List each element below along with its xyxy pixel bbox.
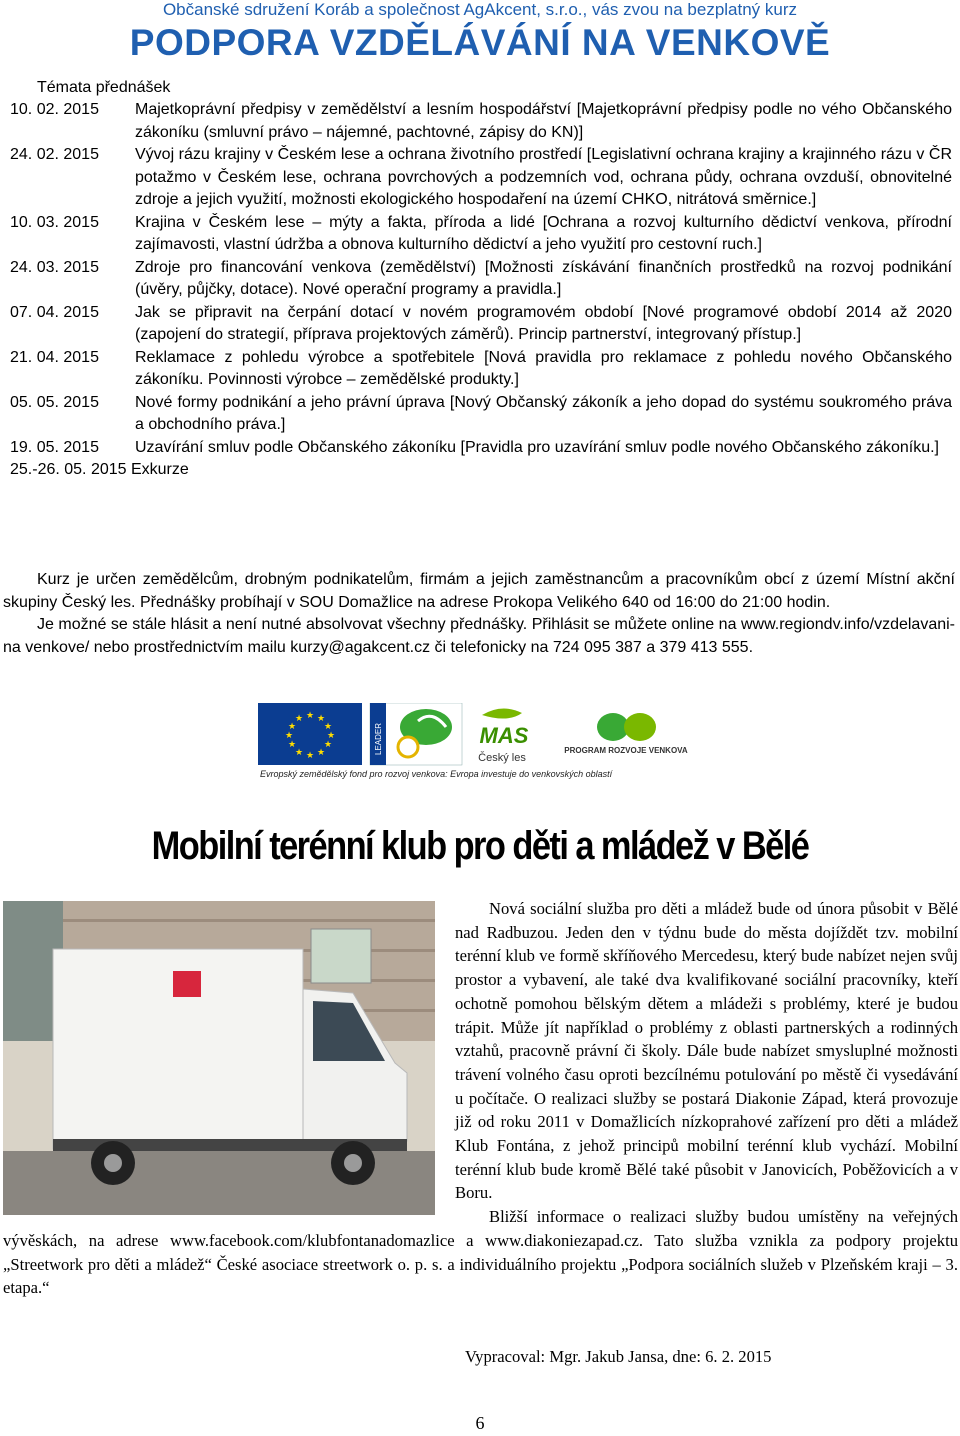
- lecture-item: [10, 257, 952, 302]
- svg-text:★: ★: [294, 714, 304, 724]
- svg-text:★: ★: [305, 711, 315, 721]
- mas-logo-icon: [478, 708, 529, 764]
- lecture-text: Vývoj rázu krajiny v Českém lese a ochrana životního prostředí [Legislativní ochrana krajiny a krajinného rázu v ČR potažmo v Českém lese, ochrana povrchových a podzemních vod, ochrana půdy, ochrana ovzduší, obnovitelné zdroje a jejich využití, možnosti ekologického hospodaření na území CHKO, nitrátová směrnice.]: [135, 146, 952, 208]
- lecture-item: [10, 347, 952, 392]
- svg-text:★: ★: [323, 722, 333, 732]
- program-text: PROGRAM ROZVOJE VENKOVA: [564, 746, 688, 755]
- lecture-text: Uzavírání smluv podle Občanského zákoníku [Pravidla pro uzavírání smluv podle nového Občanského zákoníku.]: [135, 438, 939, 456]
- article-body: [3, 897, 958, 1300]
- lecture-date: 24. 03. 2015: [10, 258, 99, 276]
- lecture-item: [10, 99, 952, 144]
- eu-caption: Evropský zemědělský fond pro rozvoj venkova: Evropa investuje do venkovských oblastí: [260, 769, 613, 779]
- svg-text:★: ★: [294, 748, 304, 758]
- lecture-item: [10, 437, 952, 460]
- svg-text:★: ★: [316, 748, 326, 758]
- leader-text: LEADER: [374, 722, 383, 755]
- lecture-date: 24. 02. 2015: [10, 146, 99, 163]
- lecture-list: [10, 99, 952, 482]
- lecture-text: Krajina v Českém lese – mýty a fakta, příroda a lidé [Ochrana a rozvoj kulturního dědictví venkova, přírodní zajímavosti, vlastní údržba a obnova kulturního dědictví a jeho využití pro cestovní ruch.]: [135, 213, 952, 253]
- svg-text:★: ★: [287, 740, 297, 750]
- lecture-text: Zdroje pro financování venkova (zemědělství) [Možnosti získávání finančních prostředků na rozvoj podnikání (úvěry, půjčky, dotace). Nové operační programy a pravidla.]: [135, 258, 952, 298]
- funding-logos: [258, 703, 710, 781]
- course-audience-paragraph: Kurz je určen zemědělcům, drobným podnikatelům, firmám a jejich zaměstnancům a pracovníkům obcí z území Místní akční skupiny Český les. Přednášky probíhají v SOU Domažlice na adrese Prokopa Velikého 640 od 16:00 do 21:00 hodin.: [3, 571, 955, 611]
- lecture-item: [10, 212, 952, 257]
- excursion-item: [10, 459, 952, 482]
- article-paragraph: Bližší informace o realizaci služby budou umístěny na veřejných vývěskách, na adrese www.facebook.com/klubfontanadomazlice a www.diakoniezapad.cz. Tato služba vznikla za podpory projektu „Streetwork pro děti a mládež“ České asociace streetwork o. p. s. a individuálního projektu „Podpora sociálních služeb v Plzeňském kraji – 3. etapa.“: [3, 1207, 958, 1298]
- lecture-date: 07. 04. 2015: [10, 303, 99, 321]
- lecture-date: 05. 05. 2015: [10, 393, 99, 411]
- lecture-item: [10, 144, 952, 212]
- svg-text:★: ★: [305, 751, 315, 761]
- prv-logo-icon: [564, 713, 688, 755]
- van-photo: [3, 901, 435, 1215]
- course-title: PODPORA VZDĚLÁVÁNÍ NA VENKOVĚ: [129, 22, 831, 63]
- course-invitation-line: Občanské sdružení Koráb a společnost AgAkcent, s.r.o., vás zvou na bezplatný kurz: [162, 0, 798, 19]
- svg-text:★: ★: [316, 714, 326, 724]
- lecture-date: 21. 04. 2015: [10, 348, 99, 366]
- svg-text:★: ★: [323, 740, 333, 750]
- lecture-text: Reklamace z pohledu výrobce a spotřebitele [Nová pravidla pro reklamace z pohledu nového Občanského zákoníku. Povinnosti výrobce – zemědělské produkty.]: [135, 348, 952, 388]
- svg-text:★: ★: [284, 731, 294, 741]
- lecture-text: Nové formy podnikání a jeho právní úprava [Nový Občanský zákoník a jeho dopad do systému soukromého práva a obchodního práva.]: [135, 393, 952, 433]
- lecture-text: Jak se připravit na čerpání dotací v novém programovém období [Nové programové období 2014 až 2020 (zapojení do strategií, příprava projektových záměrů). Princip partnerství, integrovaný přístup.]: [135, 303, 952, 343]
- svg-text:★: ★: [326, 731, 336, 741]
- page-number: 6: [475, 1413, 485, 1433]
- lecture-date: 10. 02. 2015: [10, 101, 99, 118]
- leader-logo-icon: [370, 703, 462, 765]
- author-line: Vypracoval: Mgr. Jakub Jansa, dne: 6. 2. 2015: [465, 1347, 772, 1366]
- course-info: [3, 569, 955, 659]
- course-registration-paragraph: Je možné se stále hlásit a není nutné absolvovat všechny přednášky. Přihlásit se můžete online na www.regiondv.info/vzdelavani-na venkove/ nebo prostřednictvím mailu kurzy@agakcent.cz či telefonicky na 724 095 387 a 379 413 555.: [3, 616, 955, 656]
- lecture-text: Majetkoprávní předpisy v zemědělství a lesním hospodářství [Majetkoprávní předpisy podle no vého Občanského zákoníku (smluvní právo – nájemné, pachtovné, zápisy do KN)]: [135, 101, 952, 141]
- lecture-item: [10, 302, 952, 347]
- eu-flag-icon: [258, 703, 362, 765]
- article-paragraph: Nová sociální služba pro děti a mládež bude od února působit v Bělé nad Radbuzou. Jeden den v týdnu bude do města dojíždět tzv. mobilní terénní klub ve formě skříňového Mercedesu, který bude nabízet nejen svůj prostor a vybavení, ale také dva kvalifikované sociální pracovníky, kteří ochotně pomohou bělským dětem a mládeži s problémy, které je budou trápit. Může jít například o problémy z oblasti partnerských a rodinných vztahů, pracovně právní či školy. Dále bude nabízet smysluplné možnosti trávení volného času oproti bezcílnému potulování po městě či vysedávání u počítače. O realizaci služby se postará Diakonie Západ, která provozuje již od roku 2011 v Domažlicích nízkoprahové zařízení pro děti a mládež Klub Fontána, z jehož principů mobilní terénní klub vychází. Mobilní terénní klub bude kromě Bělé také působit v Janovicích, Poběžovicích a v Boru.: [455, 899, 958, 1203]
- lecture-date: 19. 05. 2015: [10, 438, 99, 456]
- mas-subtitle: Český les: [478, 752, 526, 764]
- lecture-date: 10. 03. 2015: [10, 213, 99, 231]
- mas-text: MAS: [479, 723, 529, 748]
- topics-heading: Témata přednášek: [37, 79, 171, 96]
- article-title: Mobilní terénní klub pro děti a mládež v Bělé: [151, 824, 809, 868]
- excursion-text: 25.-26. 05. 2015 Exkurze: [10, 461, 189, 478]
- svg-text:★: ★: [287, 722, 297, 732]
- lecture-item: [10, 392, 952, 437]
